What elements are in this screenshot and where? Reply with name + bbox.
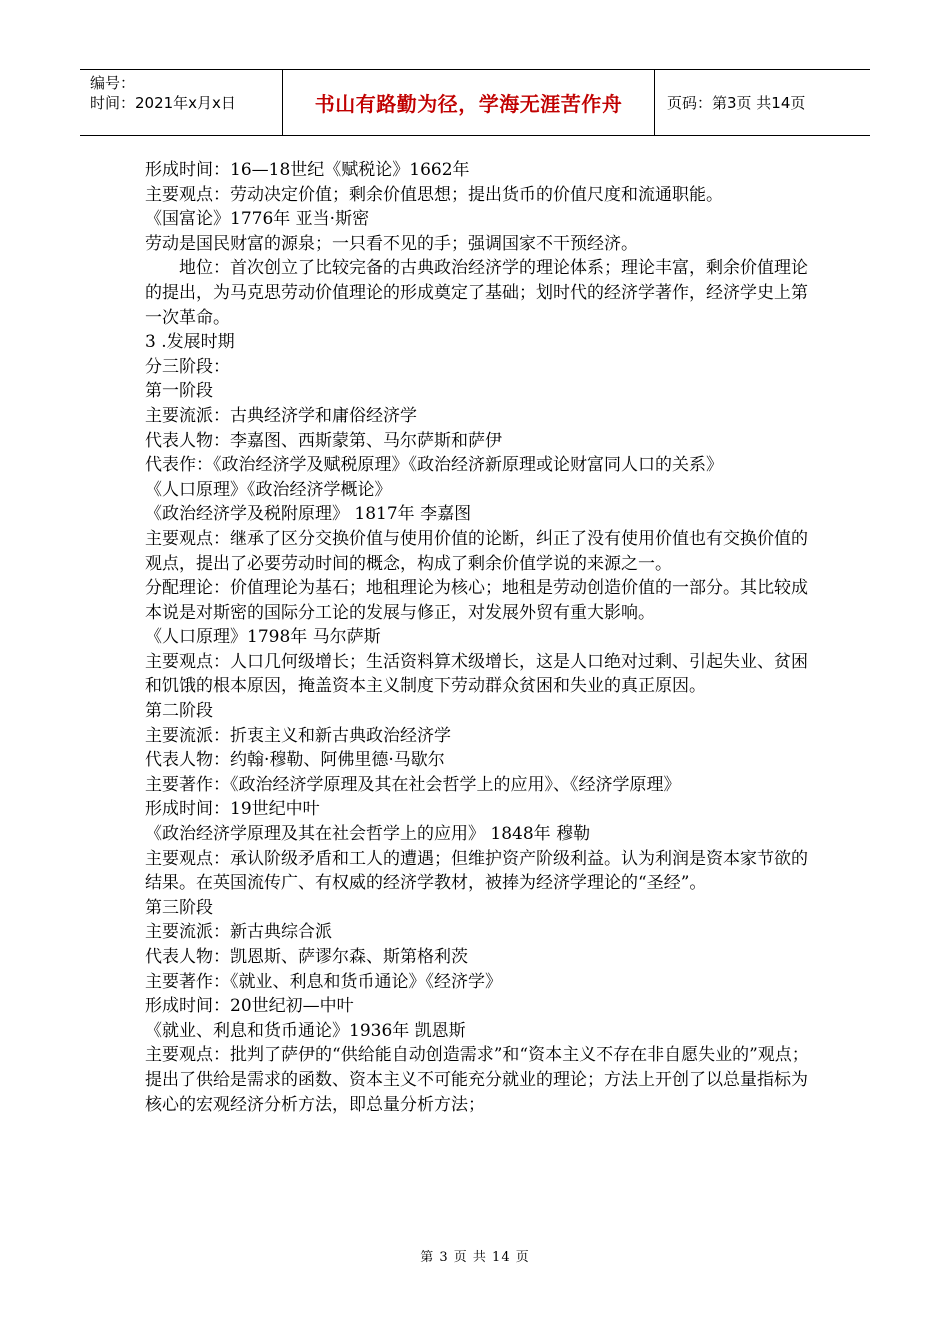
paragraph: 分配理论：价值理论为基石；地租理论为核心；地租是劳动创造价值的一部分。其比较成本说是对斯密的国际分工论的发展与修正，对发展外贸有重大影响。	[145, 578, 808, 623]
paragraph: 《人口原理》1798年 马尔萨斯	[145, 627, 381, 648]
stage-heading: 第三阶段	[145, 897, 213, 918]
paragraph: 主要观点：批判了萨伊的“供给能自动创造需求”和“资本主义不存在非自愿失业的”观点；提出了供给是需求的函数、资本主义不可能充分就业的理论；方法上开创了以总量指标为核心的宏观经济分析方法，即总量分析方法；	[145, 1045, 809, 1115]
paragraph: 主要观点：继承了区分交换价值与使用价值的论断，纠正了没有使用价值也有交换价值的观点，提出了必要劳动时间的概念，构成了剩余价值学说的来源之一。	[145, 528, 808, 574]
paragraph: 代表人物：约翰·穆勒、阿佛里德·马歇尔	[145, 750, 445, 771]
paragraph: 《人口原理》《政治经济学概论》	[145, 479, 392, 500]
stage-heading: 第一阶段	[145, 381, 213, 402]
paragraph: 代表作：《政治经济学及赋税原理》《政治经济新原理或论财富同人口的关系》	[145, 455, 723, 476]
paragraph: 主要观点：承认阶级矛盾和工人的遭遇；但维护资产阶级利益。认为利润是资本家节欲的结果。在英国流传广、有权威的经济学教材，被捧为经济学理论的“圣经”。	[145, 848, 808, 894]
paragraph: 形成时间：19世纪中叶	[145, 799, 320, 820]
paragraph: 主要著作：《政治经济学原理及其在社会哲学上的应用》、《经济学原理》	[145, 774, 681, 795]
paragraph: 主要流派：折衷主义和新古典政治经济学	[145, 725, 451, 746]
paragraph: 代表人物：凯恩斯、萨谬尔森、斯第格利茨	[145, 947, 468, 967]
paragraph: 分三阶段：	[145, 356, 230, 377]
stage-heading: 第二阶段	[145, 701, 213, 722]
paragraph: 地位：首次创立了比较完备的古典政治经济学的理论体系；理论丰富，剩余价值理论的提出，为马克思劳动价值理论的形成奠定了基础；划时代的经济学著作，经济学史上第一次革命。	[145, 258, 808, 328]
paragraph: 《国富论》1776年 亚当·斯密	[145, 209, 370, 230]
paragraph: 主要观点：人口几何级增长；生活资料算术级增长，这是人口绝对过剩、引起失业、贫困和饥饿的根本原因，掩盖资本主义制度下劳动群众贫困和失业的真正原因。	[145, 651, 808, 697]
document-date-label: 时间：2021年x月x日	[90, 94, 236, 112]
paragraph: 主要观点：劳动决定价值；剩余价值思想；提出货币的价值尺度和流通职能。	[145, 184, 723, 205]
paragraph: 形成时间：16—18世纪《赋税论》1662年	[145, 160, 470, 180]
paragraph: 《政治经济学原理及其在社会哲学上的应用》 1848年 穆勒	[145, 824, 591, 845]
paragraph: 劳动是国民财富的源泉；一只看不见的手；强调国家不干预经济。	[145, 233, 638, 254]
document-number-label: 编号：	[90, 74, 136, 92]
paragraph: 形成时间：20世纪初—中叶	[145, 996, 354, 1017]
header-left-cell	[80, 70, 283, 135]
paragraph: 主要著作：《就业、利息和货币通论》《经济学》	[145, 971, 502, 992]
paragraph: 主要流派：新古典综合派	[145, 922, 332, 943]
document-body	[145, 158, 813, 1117]
page-header	[80, 69, 870, 136]
header-motto: 书山有路勤为径，学海无涯苦作舟	[283, 70, 655, 135]
paragraph: 代表人物：李嘉图、西斯蒙第、马尔萨斯和萨伊	[145, 430, 502, 451]
page-footer: 第 3 页 共 14 页	[420, 1250, 530, 1265]
paragraph: 《就业、利息和货币通论》1936年 凯恩斯	[145, 1020, 466, 1041]
section-heading: 3 .发展时期	[145, 332, 235, 353]
paragraph: 《政治经济学及税附原理》 1817年 李嘉图	[145, 504, 472, 525]
paragraph: 主要流派：古典经济学和庸俗经济学	[145, 405, 417, 426]
header-page-info: 页码：第3页 共14页	[667, 94, 806, 112]
